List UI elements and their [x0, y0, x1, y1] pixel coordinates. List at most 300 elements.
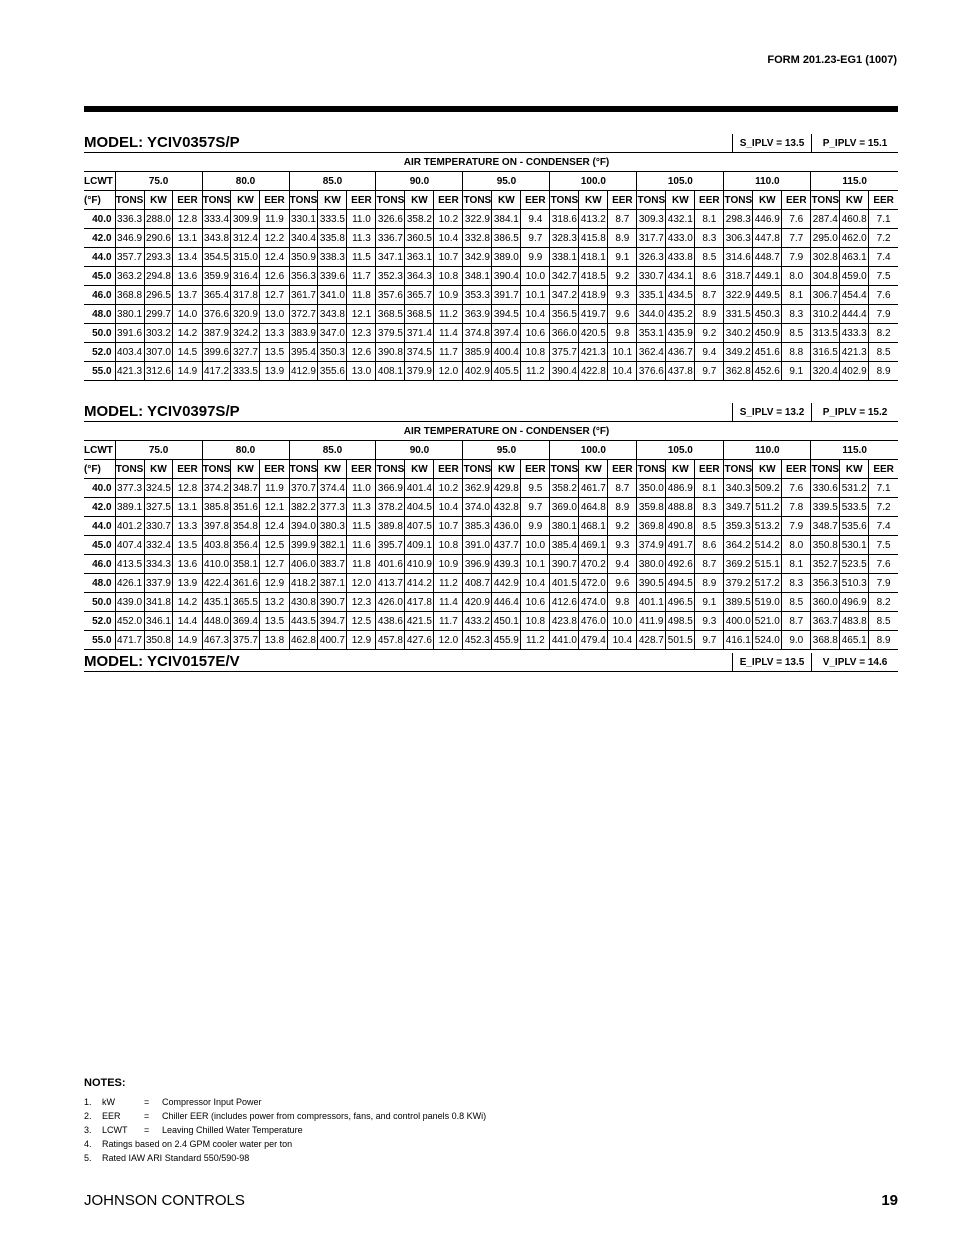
table-cell: 385.8: [202, 498, 231, 517]
kw-header: KW: [492, 460, 521, 479]
note-item: [84, 1095, 784, 1109]
eer-header: EER: [173, 191, 202, 210]
table-cell: 332.8: [463, 229, 492, 248]
table-cell: 11.2: [434, 305, 463, 324]
table-cell: 413.2: [579, 210, 608, 229]
table-cell: 450.1: [492, 612, 521, 631]
lcwt-value: 45.0: [84, 267, 115, 286]
table-cell: 10.0: [521, 267, 550, 286]
table-cell: 435.9: [666, 324, 695, 343]
table-cell: 376.6: [202, 305, 231, 324]
table-cell: 322.9: [724, 286, 753, 305]
table-cell: 442.9: [492, 574, 521, 593]
table-cell: 9.6: [608, 574, 637, 593]
table-cell: 399.6: [202, 343, 231, 362]
lcwt-label: LCWT: [84, 441, 115, 460]
table-cell: 320.9: [231, 305, 260, 324]
table-cell: 474.0: [579, 593, 608, 612]
kw-header: KW: [666, 191, 695, 210]
table-cell: 371.4: [405, 324, 434, 343]
table-cell: 455.9: [492, 631, 521, 650]
table-cell: 357.6: [376, 286, 405, 305]
table-cell: 314.6: [724, 248, 753, 267]
table-cell: 9.2: [608, 267, 637, 286]
table-cell: 498.5: [666, 612, 695, 631]
table-cell: 437.7: [492, 536, 521, 555]
table-cell: 10.8: [521, 612, 550, 631]
table-cell: 447.8: [753, 229, 782, 248]
table-cell: 433.2: [463, 612, 492, 631]
top-rule: [84, 106, 898, 112]
note-text: Leaving Chilled Water Temperature: [162, 1125, 303, 1135]
table-cell: 385.4: [550, 536, 579, 555]
table-cell: 7.4: [869, 248, 898, 267]
table-cell: 394.5: [492, 305, 521, 324]
table-cell: 12.3: [347, 324, 376, 343]
eer-header: EER: [173, 460, 202, 479]
table-cell: 334.3: [144, 555, 173, 574]
table-cell: 416.1: [724, 631, 753, 650]
table-cell: 401.1: [637, 593, 666, 612]
table-cell: 12.8: [173, 210, 202, 229]
table-cell: 360.0: [811, 593, 840, 612]
table-cell: 426.1: [115, 574, 144, 593]
lcwt-value: 46.0: [84, 555, 115, 574]
table-cell: 7.1: [869, 479, 898, 498]
table-cell: 488.8: [666, 498, 695, 517]
table-cell: 8.5: [695, 248, 724, 267]
table-row: [84, 286, 898, 305]
table-cell: 364.2: [724, 536, 753, 555]
table-cell: 13.5: [260, 612, 289, 631]
table-cell: 9.3: [608, 536, 637, 555]
table-cell: 449.1: [753, 267, 782, 286]
table-cell: 344.0: [637, 305, 666, 324]
table-cell: 7.1: [869, 210, 898, 229]
table-cell: 7.2: [869, 229, 898, 248]
air-temp-column: 90.0: [376, 172, 463, 191]
table-cell: 375.7: [550, 343, 579, 362]
note-num: 1.: [84, 1097, 92, 1107]
table-cell: 359.9: [202, 267, 231, 286]
kw-header: KW: [144, 191, 173, 210]
lcwt-value: 40.0: [84, 210, 115, 229]
table-cell: 437.8: [666, 362, 695, 381]
table-cell: 14.2: [173, 324, 202, 343]
table-cell: 11.5: [347, 517, 376, 536]
table-cell: 408.7: [463, 574, 492, 593]
table-cell: 365.4: [202, 286, 231, 305]
table-cell: 374.0: [463, 498, 492, 517]
table-cell: 421.3: [840, 343, 869, 362]
eer-header: EER: [695, 460, 724, 479]
table-cell: 363.2: [115, 267, 144, 286]
eer-header: EER: [347, 191, 376, 210]
table-cell: 10.8: [434, 536, 463, 555]
table-cell: 535.6: [840, 517, 869, 536]
table-cell: 356.3: [289, 267, 318, 286]
table-cell: 399.9: [289, 536, 318, 555]
table-cell: 326.6: [376, 210, 405, 229]
eer-header: EER: [260, 191, 289, 210]
table-cell: 333.5: [318, 210, 347, 229]
table-cell: 310.2: [811, 305, 840, 324]
table-cell: 450.9: [753, 324, 782, 343]
table-cell: 421.3: [579, 343, 608, 362]
table-cell: 391.0: [463, 536, 492, 555]
table-cell: 434.5: [666, 286, 695, 305]
table-cell: 13.0: [260, 305, 289, 324]
table-cell: 422.4: [202, 574, 231, 593]
table-cell: 337.9: [144, 574, 173, 593]
table-cell: 7.4: [869, 517, 898, 536]
kw-header: KW: [318, 191, 347, 210]
table-cell: 377.3: [115, 479, 144, 498]
eer-header: EER: [434, 191, 463, 210]
table-cell: 347.0: [318, 324, 347, 343]
table-cell: 385.3: [463, 517, 492, 536]
table-cell: 358.1: [231, 555, 260, 574]
table-cell: 340.2: [724, 324, 753, 343]
table-cell: 12.8: [173, 479, 202, 498]
table-cell: 486.9: [666, 479, 695, 498]
table-cell: 374.9: [637, 536, 666, 555]
kw-header: KW: [405, 191, 434, 210]
table-cell: 7.8: [782, 498, 811, 517]
tons-header: TONS: [289, 460, 318, 479]
table-row: [84, 362, 898, 381]
table-cell: 400.7: [318, 631, 347, 650]
table-cell: 9.7: [695, 631, 724, 650]
note-item: [84, 1151, 784, 1165]
air-temp-column: 75.0: [115, 441, 202, 460]
table-cell: 439.0: [115, 593, 144, 612]
table-cell: 351.6: [231, 498, 260, 517]
table-cell: 418.9: [579, 286, 608, 305]
table-cell: 341.0: [318, 286, 347, 305]
table-cell: 464.8: [579, 498, 608, 517]
table-cell: 476.0: [579, 612, 608, 631]
table-cell: 358.2: [550, 479, 579, 498]
table-cell: 374.5: [405, 343, 434, 362]
table-cell: 448.0: [202, 612, 231, 631]
table-cell: 406.0: [289, 555, 318, 574]
note-eq: =: [144, 1111, 150, 1121]
table-cell: 513.2: [753, 517, 782, 536]
table-cell: 415.8: [579, 229, 608, 248]
table-row: [84, 229, 898, 248]
air-temp-column: 105.0: [637, 441, 724, 460]
table-cell: 8.9: [695, 574, 724, 593]
table-cell: 7.5: [869, 267, 898, 286]
table-cell: 10.7: [434, 517, 463, 536]
table-cell: 491.7: [666, 536, 695, 555]
table-cell: 409.1: [405, 536, 434, 555]
kw-header: KW: [231, 460, 260, 479]
table-cell: 11.7: [347, 267, 376, 286]
lcwt-value: 48.0: [84, 305, 115, 324]
table-cell: 330.6: [811, 479, 840, 498]
lcwt-value: 52.0: [84, 343, 115, 362]
table-cell: 375.7: [231, 631, 260, 650]
table-cell: 403.4: [115, 343, 144, 362]
table-cell: 340.4: [289, 229, 318, 248]
table-cell: 515.1: [753, 555, 782, 574]
table-cell: 444.4: [840, 305, 869, 324]
table-cell: 10.2: [434, 479, 463, 498]
table-cell: 313.5: [811, 324, 840, 343]
table-cell: 8.5: [695, 517, 724, 536]
table-cell: 9.4: [521, 210, 550, 229]
iplv-value: S_IPLV = 13.5: [732, 134, 811, 152]
table-cell: 7.7: [782, 229, 811, 248]
table-cell: 426.0: [376, 593, 405, 612]
table-cell: 316.4: [231, 267, 260, 286]
table-cell: 401.6: [376, 555, 405, 574]
table-cell: 391.6: [115, 324, 144, 343]
table-cell: 11.0: [347, 210, 376, 229]
table-cell: 8.9: [869, 362, 898, 381]
lcwt-value: 48.0: [84, 574, 115, 593]
table-cell: 349.7: [724, 498, 753, 517]
table-cell: 353.3: [463, 286, 492, 305]
table-cell: 8.1: [695, 479, 724, 498]
table-cell: 306.7: [811, 286, 840, 305]
model-header: [84, 401, 898, 422]
kw-header: KW: [753, 460, 782, 479]
table-cell: 10.4: [608, 362, 637, 381]
table-cell: 462.8: [289, 631, 318, 650]
table-cell: 394.7: [318, 612, 347, 631]
table-cell: 10.7: [434, 248, 463, 267]
table-cell: 509.2: [753, 479, 782, 498]
table-cell: 336.3: [115, 210, 144, 229]
table-cell: 336.7: [376, 229, 405, 248]
table-cell: 10.1: [608, 343, 637, 362]
model-title: MODEL: YCIV0157E/V: [84, 653, 240, 670]
table-cell: 496.5: [666, 593, 695, 612]
table-row: [84, 517, 898, 536]
table-cell: 407.4: [115, 536, 144, 555]
table-cell: 11.6: [347, 536, 376, 555]
table-cell: 13.9: [260, 362, 289, 381]
table-cell: 10.6: [521, 593, 550, 612]
tons-header: TONS: [115, 460, 144, 479]
notes-list: [84, 1095, 784, 1165]
table-cell: 11.7: [434, 612, 463, 631]
table-cell: 13.9: [173, 574, 202, 593]
table-cell: 8.3: [782, 305, 811, 324]
lcwt-value: 42.0: [84, 498, 115, 517]
table-cell: 386.5: [492, 229, 521, 248]
table-cell: 312.6: [144, 362, 173, 381]
table-cell: 421.5: [405, 612, 434, 631]
iplv-value: P_IPLV = 15.1: [811, 134, 898, 152]
table-cell: 8.9: [695, 305, 724, 324]
table-cell: 348.7: [811, 517, 840, 536]
table-cell: 342.9: [463, 248, 492, 267]
air-temp-heading: AIR TEMPERATURE ON - CONDENSER (°F): [115, 422, 898, 441]
lcwt-value: 55.0: [84, 631, 115, 650]
table-row: [84, 555, 898, 574]
table-cell: 8.3: [695, 498, 724, 517]
table-cell: 533.5: [840, 498, 869, 517]
table-cell: 343.8: [202, 229, 231, 248]
table-cell: 10.4: [434, 229, 463, 248]
table-cell: 303.2: [144, 324, 173, 343]
lcwt-value: 46.0: [84, 286, 115, 305]
table-cell: 326.3: [637, 248, 666, 267]
note-text: Compressor Input Power: [162, 1097, 262, 1107]
kw-header: KW: [579, 460, 608, 479]
table-cell: 10.0: [521, 536, 550, 555]
table-row: [84, 324, 898, 343]
table-cell: 417.2: [202, 362, 231, 381]
table-cell: 365.5: [231, 593, 260, 612]
table-cell: 9.3: [608, 286, 637, 305]
table-cell: 14.0: [173, 305, 202, 324]
table-row: [84, 343, 898, 362]
table-cell: 330.7: [144, 517, 173, 536]
table-cell: 13.8: [260, 631, 289, 650]
table-cell: 339.5: [811, 498, 840, 517]
note-text: Chiller EER (includes power from compressors, fans, and control panels 0.8 KWi): [162, 1111, 487, 1121]
note-abbr: kW: [102, 1097, 115, 1107]
air-temp-column: 75.0: [115, 172, 202, 191]
table-cell: 361.6: [231, 574, 260, 593]
lcwt-value: 52.0: [84, 612, 115, 631]
note-eq: =: [144, 1097, 150, 1107]
table-cell: 436.7: [666, 343, 695, 362]
tons-header: TONS: [463, 460, 492, 479]
table-cell: 400.4: [492, 343, 521, 362]
table-cell: 435.1: [202, 593, 231, 612]
table-cell: 12.5: [260, 536, 289, 555]
table-cell: 13.6: [173, 555, 202, 574]
table-cell: 350.0: [637, 479, 666, 498]
table-cell: 8.5: [782, 324, 811, 343]
table-cell: 340.3: [724, 479, 753, 498]
table-cell: 10.6: [521, 324, 550, 343]
table-cell: 315.0: [231, 248, 260, 267]
table-cell: 380.1: [550, 517, 579, 536]
table-cell: 12.0: [347, 574, 376, 593]
table-row: [84, 631, 898, 650]
table-cell: 380.1: [115, 305, 144, 324]
table-cell: 299.7: [144, 305, 173, 324]
table-cell: 8.7: [608, 210, 637, 229]
table-cell: 9.2: [608, 517, 637, 536]
table-cell: 433.3: [840, 324, 869, 343]
tons-header: TONS: [811, 460, 840, 479]
table-cell: 316.5: [811, 343, 840, 362]
table-cell: 411.9: [637, 612, 666, 631]
table-cell: 287.4: [811, 210, 840, 229]
table-cell: 8.1: [782, 555, 811, 574]
air-temp-column: 100.0: [550, 441, 637, 460]
table-cell: 13.1: [173, 498, 202, 517]
table-cell: 11.0: [347, 479, 376, 498]
note-abbr: LCWT: [102, 1125, 128, 1135]
note-item: [84, 1109, 784, 1123]
table-cell: 514.2: [753, 536, 782, 555]
table-cell: 12.0: [434, 631, 463, 650]
table-cell: 348.7: [231, 479, 260, 498]
table-row: [84, 479, 898, 498]
table-cell: 341.8: [144, 593, 173, 612]
note-item: [84, 1137, 784, 1151]
table-cell: 338.1: [550, 248, 579, 267]
lcwt-value: 44.0: [84, 248, 115, 267]
table-cell: 352.3: [376, 267, 405, 286]
air-temp-column: 95.0: [463, 441, 550, 460]
table-cell: 517.2: [753, 574, 782, 593]
table-cell: 12.4: [260, 517, 289, 536]
table-cell: 11.9: [260, 479, 289, 498]
kw-header: KW: [405, 460, 434, 479]
table-cell: 417.8: [405, 593, 434, 612]
table-cell: 432.8: [492, 498, 521, 517]
table-cell: 405.5: [492, 362, 521, 381]
table-cell: 366.9: [376, 479, 405, 498]
table-cell: 402.9: [463, 362, 492, 381]
table-cell: 14.9: [173, 362, 202, 381]
table-cell: 387.1: [318, 574, 347, 593]
table-cell: 391.7: [492, 286, 521, 305]
eer-header: EER: [695, 191, 724, 210]
lcwt-value: 42.0: [84, 229, 115, 248]
table-cell: 408.1: [376, 362, 405, 381]
table-cell: 10.9: [434, 555, 463, 574]
table-cell: 339.6: [318, 267, 347, 286]
table-cell: 324.5: [144, 479, 173, 498]
table-cell: 8.7: [695, 555, 724, 574]
table-cell: 9.8: [608, 593, 637, 612]
table-cell: 523.5: [840, 555, 869, 574]
table-cell: 363.7: [811, 612, 840, 631]
air-temp-column: 115.0: [811, 441, 898, 460]
kw-header: KW: [318, 460, 347, 479]
table-cell: 389.0: [492, 248, 521, 267]
table-cell: 8.8: [782, 343, 811, 362]
table-cell: 11.5: [347, 248, 376, 267]
table-cell: 418.5: [579, 267, 608, 286]
tons-header: TONS: [637, 191, 666, 210]
table-cell: 397.4: [492, 324, 521, 343]
table-cell: 7.9: [869, 305, 898, 324]
table-cell: 12.1: [347, 305, 376, 324]
table-cell: 376.6: [637, 362, 666, 381]
table-cell: 463.1: [840, 248, 869, 267]
table-row: [84, 248, 898, 267]
tons-header: TONS: [724, 460, 753, 479]
table-cell: 436.0: [492, 517, 521, 536]
tons-header: TONS: [202, 460, 231, 479]
table-cell: 382.2: [289, 498, 318, 517]
table-cell: 452.3: [463, 631, 492, 650]
table-cell: 402.9: [840, 362, 869, 381]
table-cell: 12.9: [260, 574, 289, 593]
table-cell: 380.3: [318, 517, 347, 536]
table-cell: 333.4: [202, 210, 231, 229]
table-cell: 364.3: [405, 267, 434, 286]
model-block: [84, 651, 898, 672]
note-num: 5.: [84, 1153, 92, 1163]
table-cell: 9.3: [695, 612, 724, 631]
table-row: [84, 267, 898, 286]
table-cell: 429.8: [492, 479, 521, 498]
eer-header: EER: [521, 191, 550, 210]
